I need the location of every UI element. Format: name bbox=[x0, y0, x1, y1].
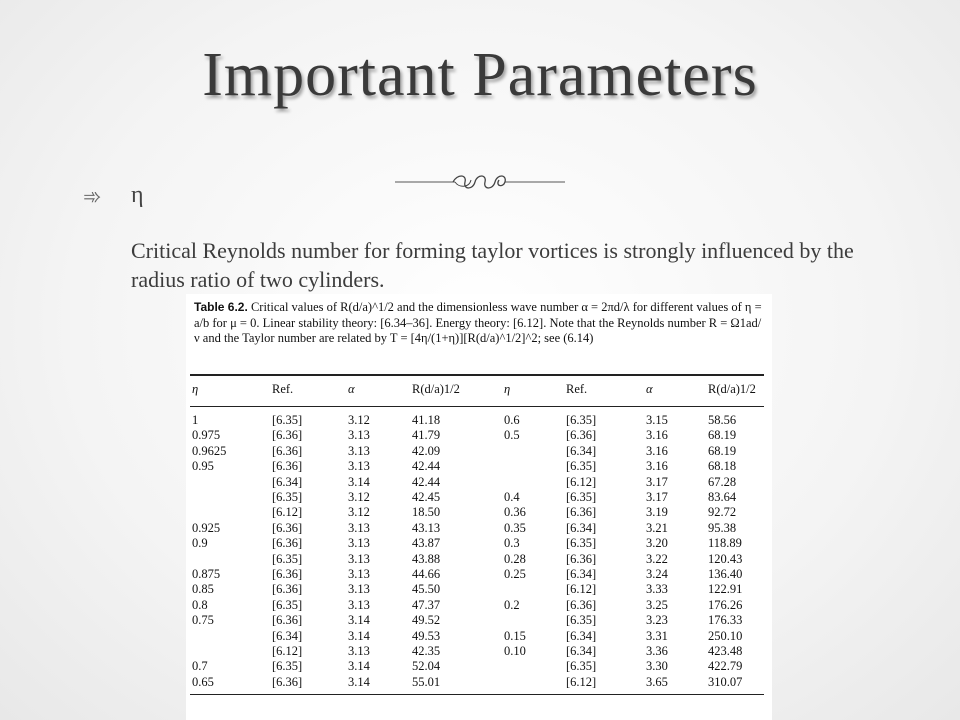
table-cell: 3.14 bbox=[348, 613, 370, 628]
table-cell: 0.65 bbox=[192, 674, 214, 689]
table-cell: 0.28 bbox=[504, 551, 526, 566]
table-cell: 0.36 bbox=[504, 505, 526, 520]
table-cell: 0.4 bbox=[504, 490, 520, 504]
table-cell: 52.04 bbox=[412, 659, 441, 674]
table-caption-text: Critical values of R(d/a)^1/2 and the dimensionless wave number α = 2πd/λ for different values of η = a/b for μ = 0. Linear stability theory: [6.34–36]. Energy theory: [6.12]. Note that the Reynolds number R = Ω1ad/ν and the Taylor number are related by T = [4η/(1+η)][R(d/a)^1/2]^2; see (6.14) bbox=[194, 300, 762, 345]
table-cell: 3.14 bbox=[348, 659, 370, 674]
table-cell: 67.28 bbox=[708, 474, 737, 489]
table-cell: 3.17 bbox=[646, 474, 668, 489]
body-text: Critical Reynolds number for forming taylor vortices is strongly influenced by the radius ratio of two cylinders. bbox=[131, 238, 854, 292]
table-header-cell: Ref. bbox=[566, 382, 588, 396]
table-cell: 3.16 bbox=[646, 443, 668, 458]
table-cell: 0.95 bbox=[192, 459, 214, 474]
table-cell: 0.15 bbox=[504, 628, 526, 643]
table-cell: 43.88 bbox=[412, 551, 441, 566]
table-cell: 0.35 bbox=[504, 520, 526, 535]
table-cell: [6.36] bbox=[272, 613, 303, 628]
table-cell: 3.13 bbox=[348, 459, 370, 474]
table-cell: [6.35] bbox=[566, 490, 597, 504]
table-cell: 3.20 bbox=[646, 536, 668, 551]
table-cell: 0.85 bbox=[192, 582, 214, 597]
table-cell: [6.35] bbox=[566, 613, 597, 628]
table-cell: 3.16 bbox=[646, 428, 668, 443]
table-cell: 42.45 bbox=[412, 490, 441, 504]
table-top-rule bbox=[190, 374, 764, 376]
table-cell: [6.36] bbox=[272, 428, 303, 443]
table-cell: 3.12 bbox=[348, 505, 370, 520]
table-cell: [6.35] bbox=[566, 536, 597, 551]
table-cell: 0.6 bbox=[504, 413, 520, 427]
table-cell: 3.12 bbox=[348, 490, 370, 504]
table-cell: 3.21 bbox=[646, 520, 668, 535]
table-cell: 3.25 bbox=[646, 597, 668, 612]
table-cell: 3.13 bbox=[348, 551, 370, 566]
table-header-rule bbox=[190, 406, 764, 407]
table-cell: 3.14 bbox=[348, 474, 370, 489]
table-cell: [6.36] bbox=[272, 536, 303, 551]
table-cell: 3.13 bbox=[348, 567, 370, 581]
table-cell: 58.56 bbox=[708, 413, 737, 427]
table-cell: [6.36] bbox=[272, 674, 303, 689]
table-cell: 3.13 bbox=[348, 428, 370, 443]
table-cell: 0.975 bbox=[192, 428, 221, 443]
table-cell: 68.19 bbox=[708, 443, 737, 458]
slide-title: Important Parameters bbox=[202, 41, 758, 109]
table-cell: 3.13 bbox=[348, 536, 370, 551]
table-cell: [6.12] bbox=[272, 644, 303, 658]
table-cell: 0.9625 bbox=[192, 443, 227, 458]
table-cell: 3.13 bbox=[348, 520, 370, 535]
table-cell: 3.15 bbox=[646, 413, 668, 427]
table-cell: [6.36] bbox=[272, 567, 303, 581]
table-cell: 250.10 bbox=[708, 628, 743, 643]
table-cell: 176.33 bbox=[708, 613, 743, 628]
table-cell: 3.30 bbox=[646, 659, 668, 674]
table-cell: [6.36] bbox=[566, 597, 597, 612]
table-cell: 44.66 bbox=[412, 567, 441, 581]
table-cell: 83.64 bbox=[708, 490, 737, 504]
table-bottom-rule bbox=[190, 694, 764, 695]
table-cell: 18.50 bbox=[412, 505, 441, 520]
table-cell: 136.40 bbox=[708, 567, 743, 581]
table-cell: [6.35] bbox=[566, 459, 597, 474]
table-cell: 42.44 bbox=[412, 474, 441, 489]
table-cell: [6.35] bbox=[566, 659, 597, 674]
table-cell: 0.3 bbox=[504, 536, 520, 551]
table-cell: [6.35] bbox=[272, 490, 303, 504]
table-cell: 68.18 bbox=[708, 459, 737, 474]
table-cell: 0.9 bbox=[192, 536, 208, 551]
table-cell: 423.48 bbox=[708, 644, 743, 658]
table-cell: 310.07 bbox=[708, 674, 743, 689]
table-cell: 42.44 bbox=[412, 459, 441, 474]
table-cell: [6.34] bbox=[566, 628, 597, 643]
table-cell: [6.35] bbox=[272, 597, 303, 612]
table-cell: 0.8 bbox=[192, 597, 208, 612]
table-cell: [6.12] bbox=[566, 674, 597, 689]
table-cell: 3.12 bbox=[348, 413, 370, 427]
table-header-cell: R(d/a)1/2 bbox=[412, 382, 460, 396]
table-cell: [6.34] bbox=[566, 567, 597, 581]
table-caption bbox=[194, 300, 764, 347]
table-cell: 43.87 bbox=[412, 536, 441, 551]
table-cell: 0.5 bbox=[504, 428, 520, 443]
table-cell: [6.34] bbox=[272, 474, 303, 489]
table-cell: 3.13 bbox=[348, 644, 370, 658]
table-cell: 92.72 bbox=[708, 505, 737, 520]
table-cell: 42.09 bbox=[412, 443, 441, 458]
table-cell: [6.34] bbox=[566, 644, 597, 658]
table-cell: 0.2 bbox=[504, 597, 520, 612]
table-cell: [6.12] bbox=[272, 505, 303, 520]
table-cell: 3.22 bbox=[646, 551, 668, 566]
bullet-arrow-icon: ➾ bbox=[83, 184, 102, 209]
table-cell: 3.14 bbox=[348, 628, 370, 643]
table-cell: [6.35] bbox=[272, 659, 303, 674]
table-cell: 3.24 bbox=[646, 567, 668, 581]
table-cell: 3.14 bbox=[348, 674, 370, 689]
table-cell: 3.13 bbox=[348, 443, 370, 458]
table-header-cell: η bbox=[504, 382, 511, 396]
table-cell: [6.35] bbox=[272, 551, 303, 566]
table-cell: 55.01 bbox=[412, 674, 441, 689]
table-cell: 68.19 bbox=[708, 428, 737, 443]
table-header-cell: α bbox=[646, 382, 653, 396]
table-cell: 42.35 bbox=[412, 644, 441, 658]
table-cell: [6.36] bbox=[566, 505, 597, 520]
table-cell: 3.65 bbox=[646, 674, 668, 689]
table-cell: 3.33 bbox=[646, 582, 668, 597]
table-cell: 3.17 bbox=[646, 490, 668, 504]
table-cell: [6.36] bbox=[272, 443, 303, 458]
table-cell: 47.37 bbox=[412, 597, 441, 612]
table-image bbox=[186, 294, 772, 720]
table-cell: 3.31 bbox=[646, 628, 668, 643]
table-cell: [6.35] bbox=[566, 413, 597, 427]
table-cell: 120.43 bbox=[708, 551, 743, 566]
table-cell: [6.35] bbox=[272, 413, 303, 427]
table-cell: 3.13 bbox=[348, 597, 370, 612]
table-cell: 43.13 bbox=[412, 520, 441, 535]
table-cell: [6.34] bbox=[566, 443, 597, 458]
table-cell: 422.79 bbox=[708, 659, 743, 674]
table-cell: [6.36] bbox=[272, 520, 303, 535]
table-cell: 3.16 bbox=[646, 459, 668, 474]
table-cell: 3.19 bbox=[646, 505, 668, 520]
table-cell: 1 bbox=[192, 413, 199, 427]
table-cell: 3.13 bbox=[348, 582, 370, 597]
table-cell: 118.89 bbox=[708, 536, 742, 551]
table-cell: [6.12] bbox=[566, 582, 597, 597]
flourish-divider-icon bbox=[395, 170, 565, 194]
table-label: Table 6.2. bbox=[194, 300, 248, 314]
table-header-cell: α bbox=[348, 382, 355, 396]
table-cell: 0.10 bbox=[504, 644, 526, 658]
bullet-symbol: η bbox=[131, 182, 144, 208]
table-cell: 49.53 bbox=[412, 628, 441, 643]
table-cell: 49.52 bbox=[412, 613, 441, 628]
table-header-cell: R(d/a)1/2 bbox=[708, 382, 756, 396]
table-cell: 122.91 bbox=[708, 582, 743, 597]
table-cell: [6.12] bbox=[566, 474, 597, 489]
table-cell: [6.34] bbox=[272, 628, 303, 643]
table-cell: 3.23 bbox=[646, 613, 668, 628]
table-header-cell: Ref. bbox=[272, 382, 294, 396]
table-cell: 0.75 bbox=[192, 613, 214, 628]
table-cell: [6.36] bbox=[566, 551, 597, 566]
table-cell: 95.38 bbox=[708, 520, 737, 535]
table-cell: 0.925 bbox=[192, 520, 221, 535]
table-header-cell: η bbox=[192, 382, 199, 396]
table-cell: 3.36 bbox=[646, 644, 668, 658]
table-cell: [6.34] bbox=[566, 520, 597, 535]
table-cell: [6.36] bbox=[272, 582, 303, 597]
table-cell: 41.79 bbox=[412, 428, 441, 443]
table-cell: 0.875 bbox=[192, 567, 221, 581]
table-cell: [6.36] bbox=[566, 428, 597, 443]
table-cell: 176.26 bbox=[708, 597, 743, 612]
table-cell: 0.25 bbox=[504, 567, 526, 581]
table-cell: 0.7 bbox=[192, 659, 208, 674]
table-cell: [6.36] bbox=[272, 459, 303, 474]
table-cell: 41.18 bbox=[412, 413, 441, 427]
table-cell: 45.50 bbox=[412, 582, 441, 597]
